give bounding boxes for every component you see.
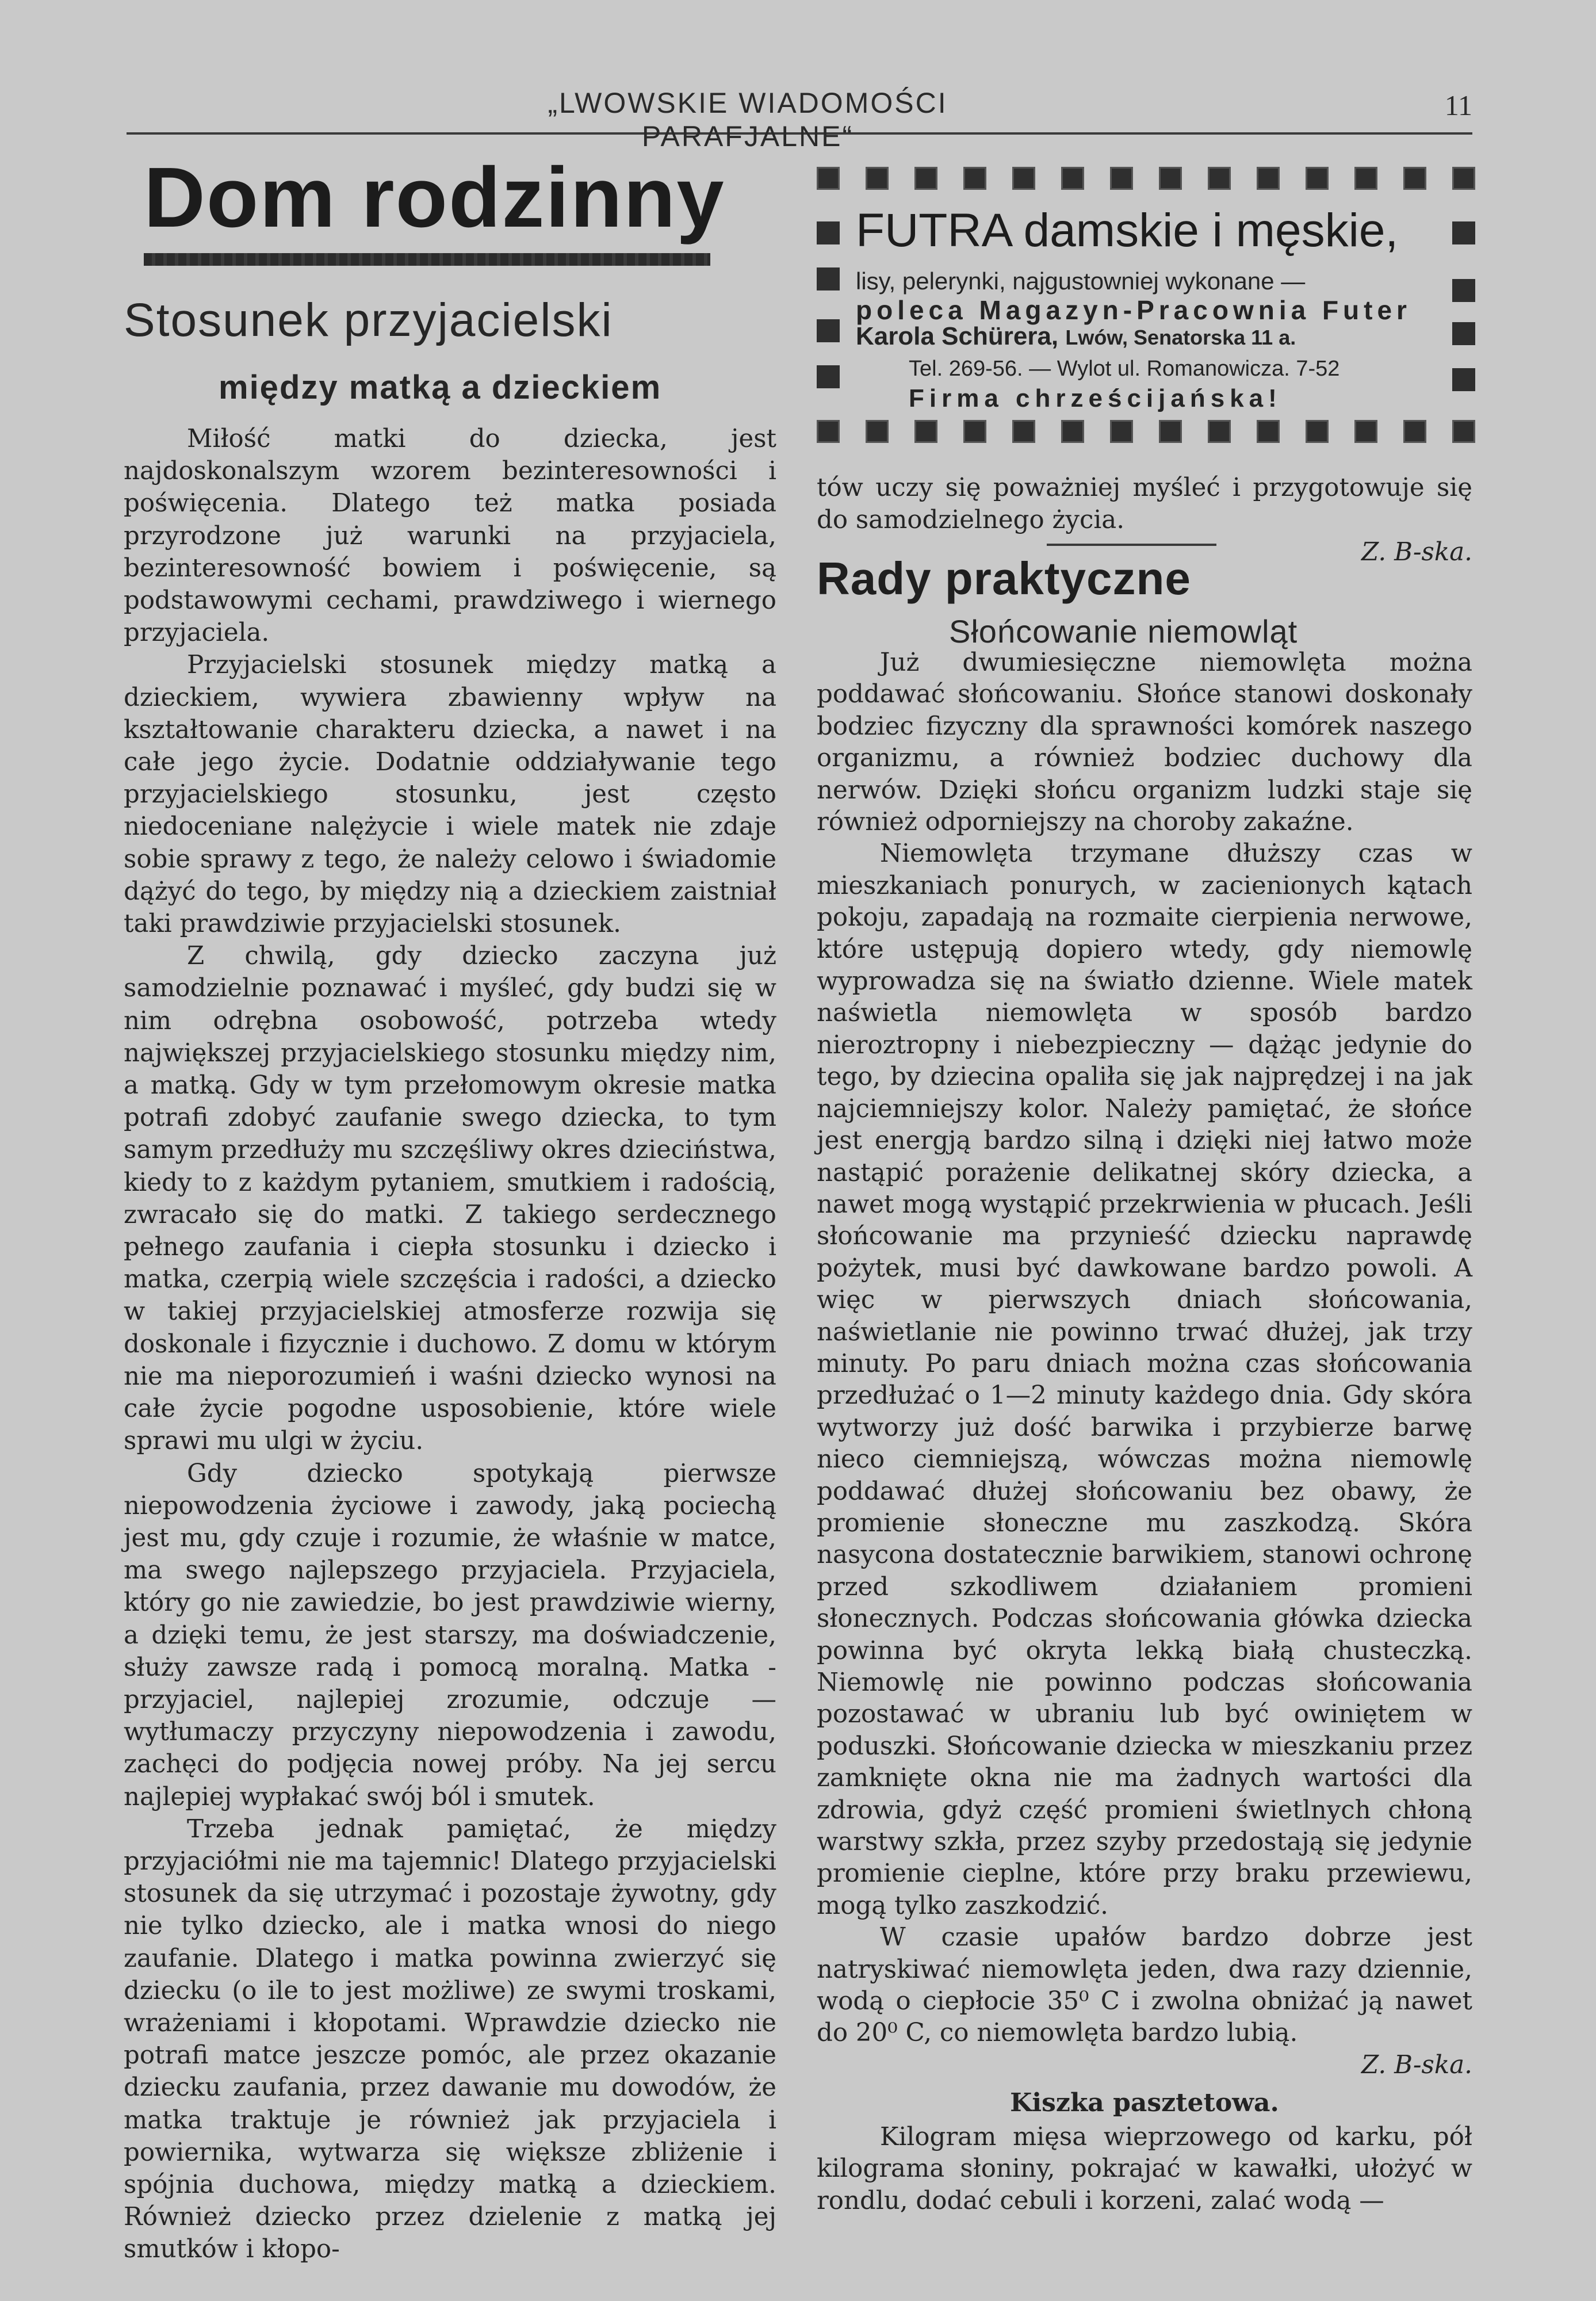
author-signature: Z. B-ska. <box>1361 2050 1472 2080</box>
article-title: Stosunek przyjacielski <box>124 294 613 346</box>
fur-advertisement <box>817 167 1475 449</box>
ad-company-name: Karola Schürera, <box>856 322 1059 350</box>
ad-border-square <box>1452 221 1475 244</box>
ad-address: Lwów, Senatorska 11 a. <box>1065 326 1296 349</box>
page-number: 11 <box>1444 89 1472 121</box>
title-rule <box>144 253 710 266</box>
ad-border-square <box>1452 322 1475 345</box>
ad-line: Firma chrześcijańska! <box>909 384 1282 412</box>
article-subtitle: między matką a dzieckiem <box>219 369 662 406</box>
ad-border-square <box>817 319 840 342</box>
ad-border-square <box>817 221 840 244</box>
recipe-title: Kiszka pasztetowa. <box>1010 2088 1279 2118</box>
running-title: „LWOWSKIE WIADOMOŚCI PARAFJALNE“ <box>548 87 948 152</box>
paragraph: Z chwilą, gdy dziecko zaczyna już samodzielnie poznawać i myśleć, gdy budzi się w nim odrębna osobowość, potrzeba wtedy największej przyjacielskiego stosunku między nim, a matką. Gdy w tym przełomowym okresie matka potrafi zdobyć zaufanie swego dziecka, to tym samym przedłuży mu szczęśliwy okres dzieciństwa, kiedy to z każdym pytaniem, smutkiem i radością, zwracało się do matki. Z takiego serdecznego pełnego zaufania i ciepła stosunku i dziecko i matka, czerpią wiele szczęścia i radości, a dziecko w takiej przyjacielskiej atmosferze rozwija się doskonale i fizycznie i duchowo. Z domu w którym nie ma nieporozumień i waśni dziecko wynosi na całe życie pogodne usposobienie, które wiele sprawi mu ulgi w życiu. <box>124 942 776 1456</box>
paragraph: W czasie upałów bardzo dobrze jest natryskiwać niemowlęta jeden, dwa razy dziennie, wodą o ciepłocie 35⁰ C i zwolna obniżać ją nawet do 20⁰ C, co niemowlęta bardzo lubią. <box>817 1923 1472 2048</box>
ad-line: Tel. 269-56. — Wylot ul. Romanowicza. 7-52 <box>909 357 1340 381</box>
rady-subtitle: Słońcowanie niemowląt <box>949 613 1298 649</box>
rady-title: Rady praktyczne <box>817 553 1191 604</box>
paragraph: Niemowlęta trzymane dłuższy czas w mieszkaniach ponurych, w zacienionych kątach pokoju, zapadają na rozmaite cierpienia nerwowe, które ustępują dopiero wtedy, gdy niemowlę wyprowadza się na światło dzienne. Wiele matek naświetla niemowlęta w sposób bardzo nieroztropny i niebezpieczny — dążąc jedynie do tego, by dziecina opaliła się jak najprędzej i na jak najciemniejszy kolor. Należy pamiętać, że słońce jest energją bardzo silną i dzięki niej łatwo może nastąpić porażenie delikatnej skóry dziecka, a nawet mogą wystąpić przekrwienia w płucach. Jeśli słońcowanie ma przynieść dziecku naprawdę pożytek, musi być dawkowane bardzo powoli. A więc w pierwszych dniach słońcowania, naświetlanie nie powinno trwać dłużej, jak trzy minuty. Po paru dniach można czas słońcowania przedłużać o 1—2 minuty każdego dnia. Gdy skóra wytworzy już dość barwika i przybierze barwę nieco ciemniejszą, wówczas można niemowlę poddawać dłużej słońcowaniu bez obawy, że promienie słoneczne mu zaszkodzą. Skóra nasycona dostatecznie barwikiem, stanowi ochronę przed szkodliwem działaniem promieni słonecznych. Podczas słońcowania główka dziecka powinna być okryta lekką białą chusteczką. Niemowlę nie powinno podczas słońcowania pozostawać w ubraniu lub być owiniętem w poduszki. Słońcowanie dziecka w mieszkaniu przez zamknięte okna nie ma żadnych wartości dla zdrowia, gdyż część promieni świetlnych chłoną warstwy szkła, przez szyby przedostają się jedynie promienie cieplne, które przy braku przewiewu, mogą tylko zaszkodzić. <box>817 839 1472 1920</box>
paragraph: Trzeba jednak pamiętać, że między przyjaciółmi nie ma tajemnic! Dlatego przyjacielski stosunek da się utrzymać i pozostaje żywotny, gdy nie tylko dziecko, ale i matka wnosi do niego zaufanie. Dlatego i matka powinna zwierzyć się dziecku (o ile to jest możliwe) ze swymi troskami, wrażeniami i kłopotami. Wprawdzie dziecko nie potrafi matce jeszcze pomóc, ale przez okazanie dziecku zaufania, przez dawanie mu dowodów, że matka traktuje je również jak przyjaciela i powiernika, wytwarza się większe zbliżenie i spójnia duchowa, między matką a dzieckiem. Również dziecko przez dzielenie z matką jej smutków i kłopo- <box>124 1814 776 2264</box>
paragraph: Kilogram mięsa wieprzowego od karku, pół kilograma słoniny, pokrajać w kawałki, ułożyć w rondlu, dodać cebuli i korzeni, zalać wodą — <box>817 2122 1472 2215</box>
right-article-body <box>817 647 1472 2215</box>
running-header <box>127 86 1472 152</box>
ad-line: lisy, pelerynki, najgustowniej wykonane — <box>856 267 1306 295</box>
ad-line: poleca Magazyn-Pracownia Futer <box>856 295 1411 325</box>
ad-border-bottom <box>817 420 1475 446</box>
paragraph: Gdy dziecko spotykają pierwsze niepowodzenia życiowe i zawody, jaką pociechą jest mu, gdy czuje i rozumie, że właśnie w matce, ma swego najlepszego przyjaciela. Przyjaciela, który go nie zawiedzie, bo jest prawdziwie wierny, a dzięki temu, że jest starszy, ma doświadczenie, służy zawsze radą i pomocą moralną. Matka - przyjaciel, najlepiej zrozumie, odczuje — wytłumaczy przyczyny niepowodzenia i zawodu, zachęci do podjęcia nowej próby. Na jej sercu najlepiej wypłakać swój ból i smutek. <box>124 1459 776 1811</box>
author-signature: Z. B-ska. <box>1361 538 1472 567</box>
ad-headline: FUTRA damskie i męskie, <box>856 204 1399 257</box>
section-title: Dom rodzinny <box>144 150 725 245</box>
ad-border-square <box>817 365 840 388</box>
divider <box>1047 544 1216 546</box>
left-article-body <box>124 423 776 2264</box>
ad-border-square <box>1452 279 1475 302</box>
ad-border-square <box>817 267 840 291</box>
ad-line <box>856 322 1442 351</box>
ad-border-top <box>817 167 1475 193</box>
paragraph: Już dwumiesięczne niemowlęta można poddawać słońcowaniu. Słońce stanowi doskonały bodziec fizyczny dla sprawności komórek naszego organizmu, a również bodziec duchowy dla nerwów. Dzięki słońcu organizm ludzki staje się również odporniejszy na choroby zakaźne. <box>817 648 1472 837</box>
paragraph: Przyjacielski stosunek między matką a dzieckiem, wywiera zbawienny wpływ na kształtowanie charakteru dziecka, a nawet i na całe jego życie. Dodatnie oddziaływanie tego przyjacielskiego stosunku, jest często niedoceniane nalężycie i wiele matek nie zdaje sobie sprawy z tego, że należy celowo i świadomie dążyć do tego, by między nią a dzieckiem zaistniał taki prawdziwie przyjacielski stosunek. <box>124 651 776 939</box>
paragraph: Miłość matki do dziecka, jest najdoskonalszym wzorem bezinteresowności i poświęcenia. Dlatego też matka posiada przyrodzone już warunki na przyjaciela, bezinteresowność bowiem i poświęcenie, są podstawowymi cechami, prawdziwego i wiernego przyjaciela. <box>124 425 776 648</box>
paragraph: tów uczy się poważniej myśleć i przygotowuje się do samodzielnego życia. <box>817 473 1472 534</box>
